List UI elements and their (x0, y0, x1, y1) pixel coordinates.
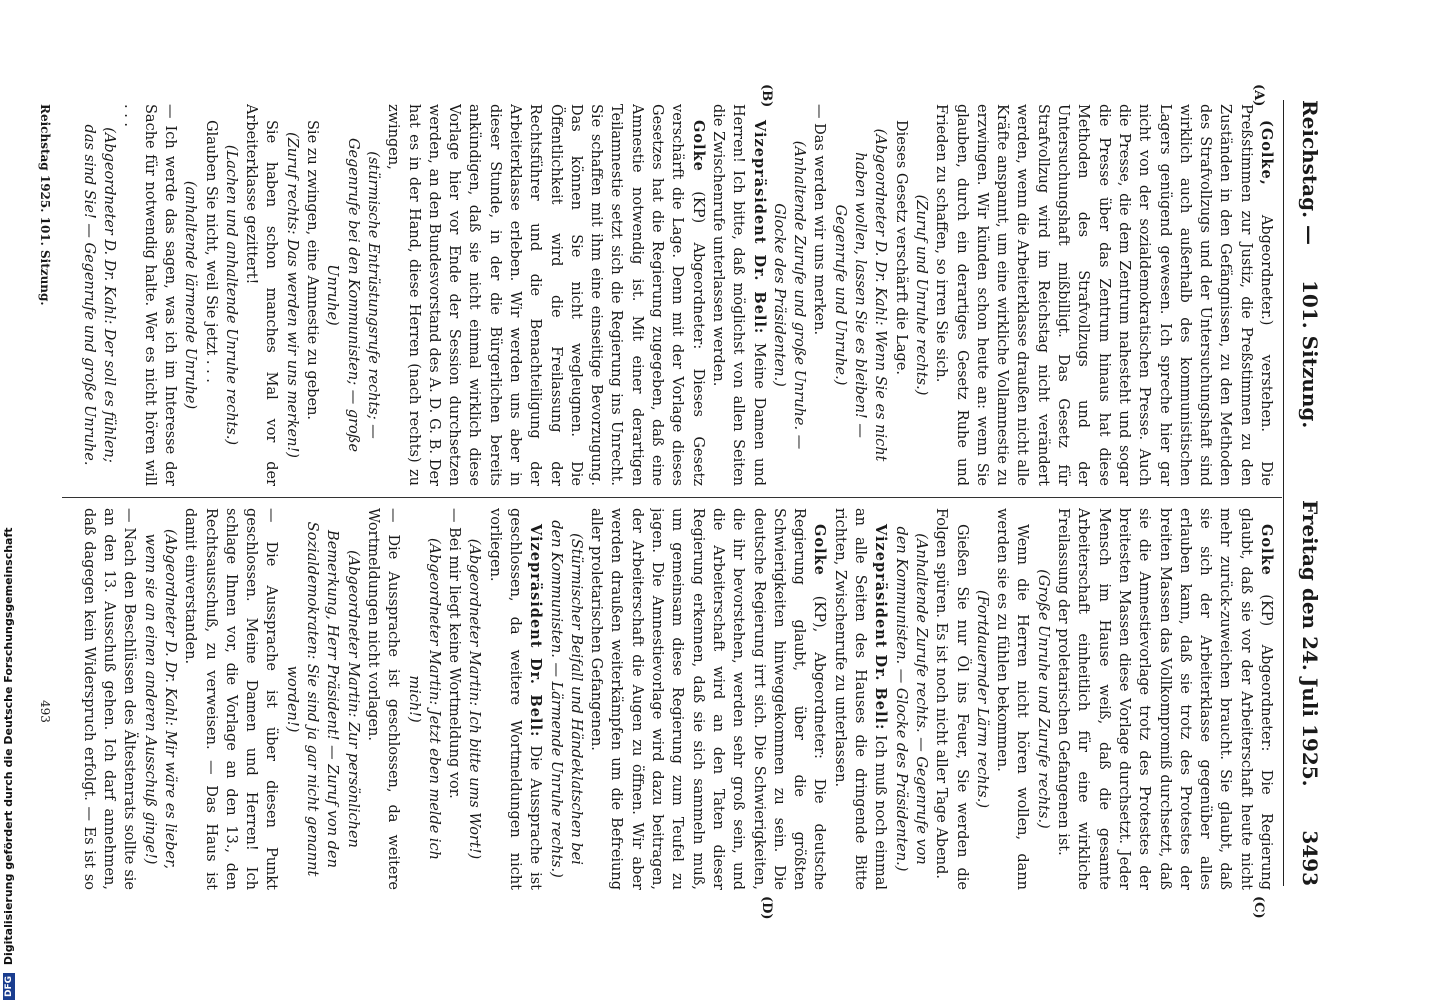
stage-direction: (Abgeordneter Martin: Zur persönlichen Bemerkung, Herr Präsident! — Zuruf von den Sozialdemokraten: Sie sind ja gar nicht genannt worden!) (283, 521, 361, 877)
stage-direction: (Abgeordneter D. Dr. Kahl: Der soll es fühlen; das sind Sie! — Gegenrufe und große Unruhe. (80, 124, 118, 466)
speaker-name: Golke (1258, 524, 1275, 576)
paragraph: Sie zu zwingen, eine Amnestie zu geben. (304, 120, 321, 421)
speaker-name: Vizepräsident Dr. Bell: (527, 524, 545, 738)
paragraph: Glauben Sie nicht, weil Sie jetzt . . . (202, 120, 219, 383)
stage-direction: (Lachen und anhaltende Unruhe rechts.) (222, 144, 239, 446)
dfg-credit-strip (0, 0, 32, 1000)
header-session: 101. Sitzung. (1298, 280, 1322, 429)
margin-marker-d: (D) (759, 896, 774, 920)
stage-direction: (Abgeordneter D. Dr. Kahl: Wenn Sie es nicht haben wollen, lassen Sie es bleiben! — Gegenrufe und Unruhe.) (831, 128, 889, 462)
header-page-number: 3493 (1298, 830, 1322, 886)
stage-direction: (Anhaltende Zurufe rechts. — Gegenrufe von den Kommunisten. — Glocke des Präsidenten.) (892, 526, 929, 872)
header-rule (1283, 100, 1284, 886)
paragraph: — Bei mir liegt keine Wortmeldung vor. (446, 508, 463, 799)
speaker-name: Golke (811, 524, 829, 576)
speaker-name: Vizepräsident Dr. Bell: (750, 120, 768, 335)
paragraph: Wenn die Herren nicht hören wollen, dann werden sie es zu fühlen bekommen. (994, 508, 1031, 890)
stage-direction: (Abgeordneter Martin: Ich bitte ums Wort!) (466, 538, 483, 860)
left-column (76, 104, 1276, 486)
stage-direction: (Stürmischer Beifall und Händeklatschen bei den Kommunisten. — Lärmende Unruhe rechts.) (547, 520, 584, 878)
speech-text: (KP) Abgeordneter: Dieses Gesetz verschärft die Lage. Denn mit der Vorlage dieses Gesetzes hat die Regierung zugegeben, daß eine Amnestie notwendig ist. Mit einer derartigen Teilamnestie setzt sich die Regierung ins Unrecht. Sie schaffen mit ihm eine einseitige Bevorzugung. Das können Sie nicht wegleugnen. Die Öffentlichkeit wird die Freilassung der Rechtsführer und die Benachteiligung der Arbeiterklasse erleben. Wir werden uns aber in dieser Stunde, in der die Bürgerlichen bereits ankündigen, daß sie nicht einmal wirklich diese Vorlage hier vor Ende der Session durchsetzen werden, an den Bundesvorstand des A. D. G. B. Der hat es in der Hand, diese Herren (nach rechts) zu zwingen, (385, 104, 706, 486)
stage-direction: (anhaltende lärmende Unruhe) (182, 180, 199, 410)
speech-paragraph (1053, 508, 1276, 890)
dfg-logo: DFG (3, 973, 15, 1000)
speech-paragraph (383, 104, 708, 486)
column-divider (62, 497, 1282, 498)
margin-marker-c: (C) (1251, 896, 1266, 919)
paragraph: — Das werden wir uns merken. (811, 104, 828, 336)
speech-text: Meine Damen und Herren! Ich bitte, daß möglichst von allen Seiten die Zwischenrufe unterlassen werden. (709, 104, 767, 486)
paragraph: Dieses Gesetz verschärft die Lage. (892, 120, 909, 376)
speech-text: Abgeordneter.) verstehen. Die Preßstimmen zur Justiz, die Preßstimmen zu den Zuständen in den Gefängnissen, zu den Methoden des Strafvollzugs und der Untersuchungshaft sind wirklich auch außerhalb des kommunistischen Lagers genügend gewesen. Ich spreche hier gar nicht von der sozialdemokratischen Presse. Auch die Presse, die dem Zentrum nahesteht und sogar die Presse über das Zentrum hinaus hat diese Methoden des Strafvollzugs und der Untersuchungshaft mißbilligt. Das Gesetz für Strafvollzug wird im Reichstag nicht verändert werden, wenn die Arbeiterklasse draußen nicht alle Kräfte anspannt, um eine wirkliche Vollamnestie zu erzwingen. Wir künden schon heute an: wenn Sie glauben, durch ein derartiges Gesetz Ruhe und Frieden zu schaffen, so irren Sie sich. (933, 104, 1274, 486)
margin-marker-a: (A) (1251, 84, 1266, 107)
stage-direction: (Abgeordneter D. Dr. Kahl: Mir wäre es lieber, wenn sie an einen anderen Ausschuß ginge!) (141, 528, 178, 870)
speech-paragraph (931, 104, 1276, 486)
stage-direction: (Anhaltende Zurufe und große Unruhe. — Glocke des Präsidenten.) (770, 140, 808, 450)
stage-direction: (Abgeordneter Martin: Jetzt eben melde ich mich!) (405, 537, 442, 861)
paragraph: — Ich werde das sagen, was ich im Interesse der Sache für notwendig halte. Wer es nicht hören will . . . (121, 104, 178, 486)
speech-paragraph (708, 104, 769, 486)
paragraph: Gießen Sie nur Öl ins Feuer, Sie werden die Folgen spüren. Es ist noch nicht aller Tage Abend. (933, 508, 970, 890)
margin-marker-b: (B) (759, 84, 774, 108)
page-header (1288, 100, 1322, 886)
stage-direction: (Fortdauernder Lärm rechts.) (973, 589, 990, 808)
paragraph: — Die Aussprache ist geschlossen, da weitere Wortmeldungen nicht vorlagen. (364, 508, 402, 890)
speaker-name: Golke (689, 120, 707, 172)
paragraph: — Nach den Beschlüssen des Ältestenrats sollte sie an den 13. Ausschuß gehen. Ich darf annehmen, daß dagegen kein Widerspruch erfolgt. — Es ist so (80, 508, 138, 890)
stage-direction: (Große Unruhe und Zurufe rechts.) (1034, 569, 1051, 829)
paragraph: Sie haben schon manches Mal vor der Arbeiterklasse gezittert! (243, 104, 280, 486)
paragraph: — Die Aussprache ist über diesen Punkt geschlossen. Meine Damen und Herren! Ich schlage Ihnen vor, die Vorlage an den 13., den Rechtsausschuß, zu verweisen. — Das Haus ist damit einverstanden. (182, 508, 280, 890)
dfg-credit-text: Digitalisierung gefördert durch die Deutsche Forschungsgemeinschaft (2, 527, 15, 966)
right-column (76, 508, 1276, 890)
speech-text: Die Aussprache ist geschlossen, da weitere Wortmeldungen nicht vorliegen. (486, 508, 544, 890)
stage-direction: (stürmische Entrüstungsrufe rechts; — Gegenrufe bei den Kommunisten; — große Unruhe) (324, 137, 381, 453)
stage-direction: (Zuruf rechts: Das werden wir uns merken!) (283, 132, 300, 458)
speech-paragraph (586, 508, 830, 890)
header-date: Freitag den 24. Juli 1925. (1298, 500, 1322, 787)
speech-text: (KP), Abgeordneter: Die deutsche Regierung glaubt, über die größten Schwierigkeiten hinweggekommen zu sein. Die deutsche Regierung irrt sich. Die Schwierigkeiten, die ihr bevorstehen, werden sehr groß sein, und die Arbeiterschaft wird an den Taten dieser Regierung erkennen, daß sie sich sammeln muß, um gemeinsam diese Regierung zum Teufel zu jagen. Die Amnestievorlage wird dazu beitragen, der Arbeiterschaft die Augen zu öffnen. Wir aber werden draußen weiterkämpfen um die Befreiung aller proletarischen Gefangenen. (588, 508, 828, 890)
footer-page-number: 493 (38, 700, 52, 723)
speaker-name: (Golke, (1258, 120, 1275, 186)
stage-direction: (Zuruf und Unruhe rechts.) (912, 194, 929, 396)
speech-paragraph (829, 508, 890, 890)
speech-text: (KP) Abgeordneter: Die Regierung glaubt, daß sie vor der Arbeiterschaft heute nicht mehr zurück-zuweichen braucht. Sie glaubt, daß sie sich der Arbeiterklasse gegenüber alles erlauben kann, daß sie trotz des Protestes der breiten Massen das Vollkompromiß durchsetzt, daß sie die Amnestievorlage trotz des Protestes der breitesten Massen diese Vorlage durchsetzt. Jeder Mensch im Hause weiß, daß die gesamte Arbeiterschaft einheitlich für eine wirkliche Freilassung der proletarischen Gefangenen ist. (1055, 508, 1274, 890)
speech-paragraph (484, 508, 545, 890)
header-reichstag: Reichstag. — (1298, 100, 1322, 246)
footer-label: Reichstag 1925. 101. Sitzung. (38, 104, 52, 306)
speech-text: Ich muß noch einmal an alle Seiten des Hauses die dringende Bitte richten, Zwischenrufe zu unterlassen. (831, 508, 889, 890)
speaker-name: Vizepräsident Dr. Bell: (872, 524, 890, 731)
